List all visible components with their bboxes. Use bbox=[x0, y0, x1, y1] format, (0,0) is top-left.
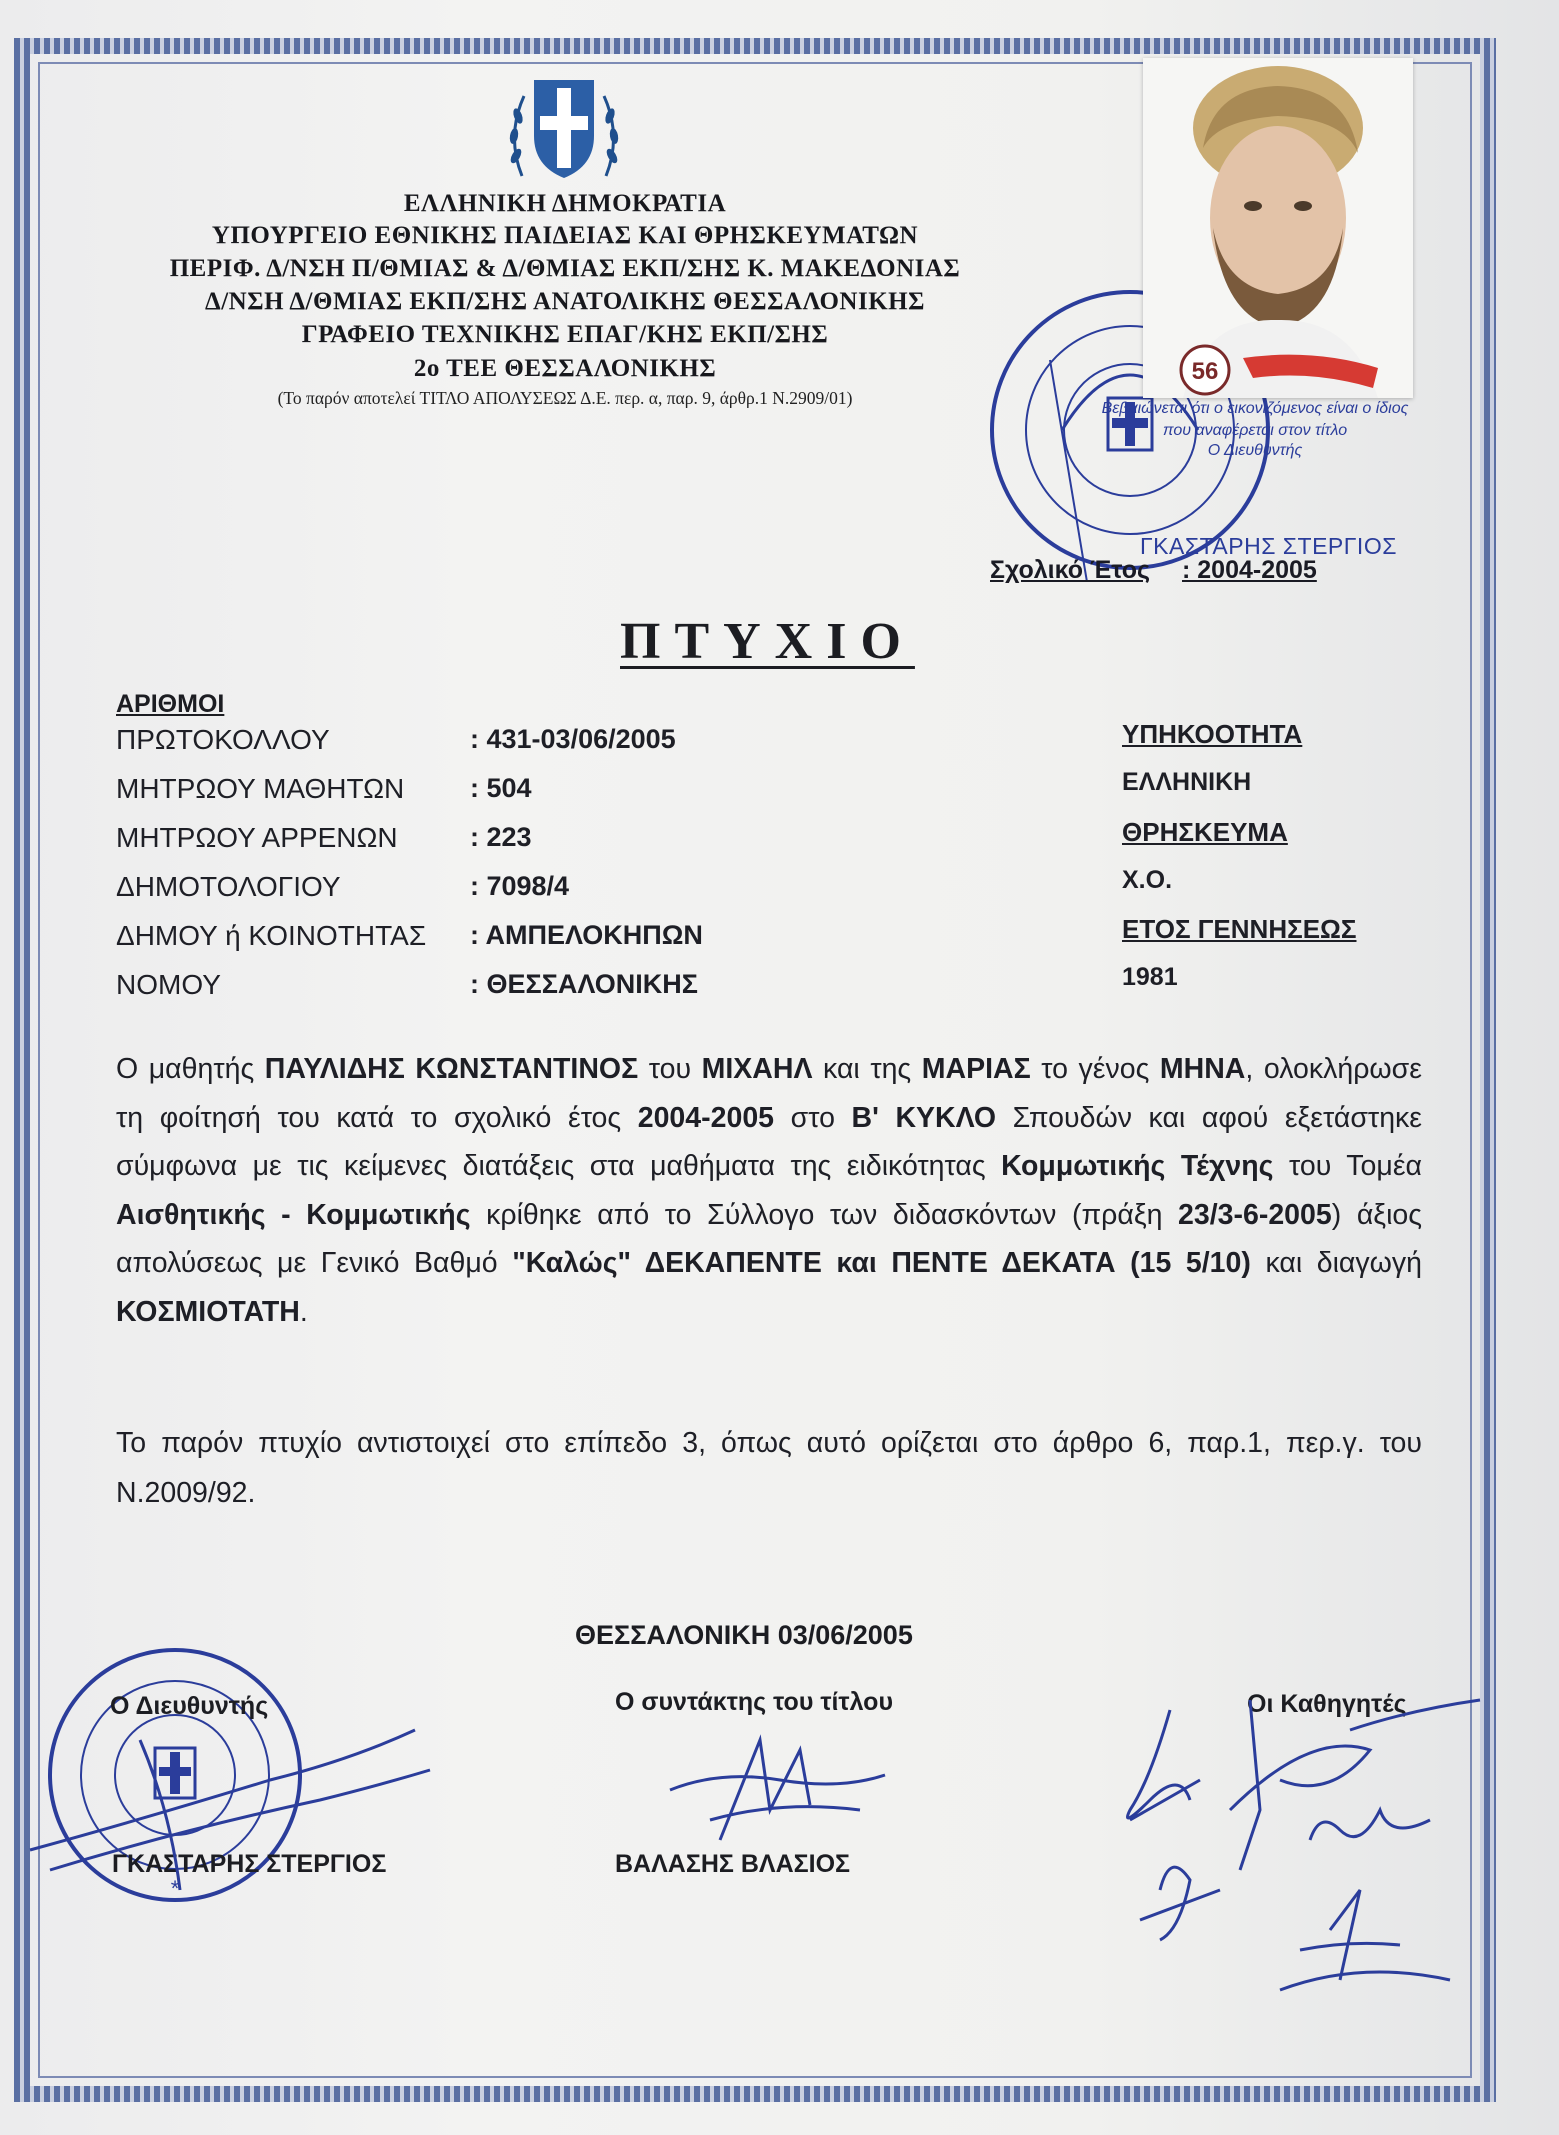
number-label-prefecture: ΝΟΜΟΥ bbox=[116, 969, 221, 1000]
citizenship-label: ΥΠΗΚΟΟΤΗΤΑ bbox=[1122, 719, 1303, 749]
body-text: Σπουδών και αφού εξετάστηκε σύμφωνα με τις κείμενες διατάξεις στα μαθήματα της ειδικότητας bbox=[116, 1101, 1422, 1182]
study-cycle: Β' ΚΥΚΛΟ bbox=[851, 1101, 997, 1134]
header-line-3: ΠΕΡΙΦ. Δ/ΝΣΗ Π/ΘΜΙΑΣ & Δ/ΘΜΙΑΣ ΕΚΠ/ΣΗΣ Κ. ΜΑΚΕΔΟΝΙΑΣ bbox=[169, 255, 961, 282]
document-title: ΠΤΥΧΙΟ bbox=[620, 613, 915, 670]
grade: "Καλώς" ΔΕΚΑΠΕΝΤΕ και ΠΕΝΤΕ ΔΕΚΑΤΑ (15 5/10) bbox=[512, 1247, 1251, 1279]
place-date: ΘΕΣΣΑΛΟΝΙΚΗ 03/06/2005 bbox=[575, 1620, 913, 1650]
number-value-municipality: : ΑΜΠΕΛΟΚΗΠΩΝ bbox=[470, 920, 703, 950]
number-value-prefecture: : ΘΕΣΣΑΛΟΝΙΚΗΣ bbox=[470, 969, 698, 999]
header-line-2: ΥΠΟΥΡΓΕΙΟ ΕΘΝΙΚΗΣ ΠΑΙΔΕΙΑΣ ΚΑΙ ΘΡΗΣΚΕΥΜΑΤΩΝ bbox=[211, 222, 919, 249]
body-text: , ολοκλήρωσε τη φοίτησή του κατά το σχολικό έτος bbox=[116, 1053, 1422, 1134]
body-text: κρίθηκε από το Σύλλογο των διδασκόντων (πράξη bbox=[470, 1198, 1179, 1231]
level-paragraph: Το παρόν πτυχίο αντιστοιχεί στο επίπεδο 3, όπως αυτό ορίζεται στο άρθρο 6, παρ.1, περ.γ. του Ν.2009/92. bbox=[116, 1427, 1422, 1509]
school-year-value: : 2004-2005 bbox=[1182, 556, 1317, 584]
header-line-1: ΕΛΛΗΝΙΚΗ ΔΗΜΟΚΡΑΤΙΑ bbox=[403, 190, 727, 217]
body-text: . bbox=[299, 1295, 308, 1328]
body-text: του bbox=[638, 1053, 702, 1085]
body-text: το γένος bbox=[1030, 1053, 1160, 1085]
maiden-name: ΜΗΝΑ bbox=[1159, 1053, 1246, 1085]
teachers-signatures bbox=[1110, 1690, 1490, 2040]
greek-emblem-icon bbox=[502, 66, 626, 192]
numbers-heading: ΑΡΙΘΜΟΙ bbox=[116, 690, 225, 718]
body-text: Ο μαθητής bbox=[116, 1053, 265, 1085]
specialty: Κομμωτικής Τέχνης bbox=[1001, 1150, 1274, 1182]
director-name: ΓΚΑΣΤΑΡΗΣ ΣΤΕΡΓΙΟΣ bbox=[112, 1850, 387, 1878]
number-label-municipality: ΔΗΜΟΥ ή ΚΟΙΝΟΤΗΤΑΣ bbox=[116, 920, 427, 951]
act-number: 23/3-6-2005 bbox=[1178, 1198, 1332, 1231]
header-line-6: 2ο ΤΕΕ ΘΕΣΣΑΛΟΝΙΚΗΣ bbox=[413, 355, 717, 382]
number-label-municipal-registry: ΔΗΜΟΤΟΛΟΓΙΟΥ bbox=[116, 871, 341, 902]
photo-certification-role: Ο Διευθυντής bbox=[1207, 442, 1303, 459]
body-text: και διαγωγή bbox=[1250, 1247, 1423, 1279]
header-note: (Το παρόν αποτελεί ΤΙΤΛΟ ΑΠΟΛΥΣΕΩΣ Δ.Ε. περ. α, παρ. 9, άρθρ.1 Ν.2909/01) bbox=[277, 388, 853, 408]
photo-certification-text: Βεβαιώνεται ότι ο εικονιζόμενος είναι ο ίδιος που αναφέρεται στον τίτλο bbox=[1101, 400, 1409, 439]
mother-name: ΜΑΡΙΑΣ bbox=[921, 1053, 1031, 1085]
father-name: ΜΙΧΑΗΛ bbox=[701, 1053, 813, 1085]
author-role: Ο συντάκτης του τίτλου bbox=[615, 1688, 894, 1716]
number-value-students-registry: : 504 bbox=[470, 773, 532, 803]
body-text: ) άξιος απολύσεως με Γενικό Βαθμό bbox=[116, 1198, 1422, 1279]
header-line-5: ΓΡΑΦΕΙΟ ΤΕΧΝΙΚΗΣ ΕΠΑΓ/ΚΗΣ ΕΚΠ/ΣΗΣ bbox=[301, 321, 829, 348]
study-year: 2004-2005 bbox=[637, 1101, 775, 1134]
number-value-protocol: : 431-03/06/2005 bbox=[470, 724, 676, 754]
school-year-label: Σχολικό Έτος bbox=[990, 556, 1150, 584]
student-photo bbox=[1143, 58, 1413, 398]
author-signature bbox=[660, 1720, 900, 1860]
school-year bbox=[990, 556, 1317, 585]
director-role: Ο Διευθυντής bbox=[110, 1692, 269, 1720]
religion-label: ΘΡΗΣΚΕΥΜΑ bbox=[1122, 817, 1288, 847]
body-text: στο bbox=[774, 1101, 852, 1134]
director-signature bbox=[20, 1700, 440, 1900]
body-text: του Τομέα bbox=[1273, 1150, 1423, 1182]
svg-text:*: * bbox=[170, 1876, 180, 1901]
number-value-male-registry: : 223 bbox=[470, 822, 532, 852]
stamp-director-name: ΓΚΑΣΤΑΡΗΣ ΣΤΕΡΓΙΟΣ bbox=[1140, 533, 1397, 559]
author-name: ΒΑΛΑΣΗΣ ΒΛΑΣΙΟΣ bbox=[615, 1850, 851, 1878]
birth-year-label: ΕΤΟΣ ΓΕΝΝΗΣΕΩΣ bbox=[1122, 914, 1357, 944]
number-label-students-registry: ΜΗΤΡΩΟΥ ΜΑΘΗΤΩΝ bbox=[116, 773, 405, 804]
sector: Αισθητικής - Κομμωτικής bbox=[116, 1198, 471, 1231]
number-label-male-registry: ΜΗΤΡΩΟΥ ΑΡΡΕΝΩΝ bbox=[116, 822, 398, 853]
birth-year-value: 1981 bbox=[1122, 963, 1178, 991]
number-label-protocol: ΠΡΩΤΟΚΟΛΛΟΥ bbox=[116, 724, 330, 755]
certificate-body bbox=[116, 1045, 1422, 1336]
photo-certification bbox=[1095, 398, 1415, 462]
student-name: ΠΑΥΛΙΔΗΣ ΚΩΝΣΤΑΝΤΙΝΟΣ bbox=[264, 1053, 639, 1085]
citizenship-value: ΕΛΛΗΝΙΚΗ bbox=[1122, 768, 1252, 796]
teachers-role: Οι Καθηγητές bbox=[1247, 1690, 1407, 1718]
body-text: και της bbox=[812, 1053, 922, 1085]
conduct: ΚΟΣΜΙΟΤΑΤΗ bbox=[116, 1295, 300, 1328]
header-line-4: Δ/ΝΣΗ Δ/ΘΜΙΑΣ ΕΚΠ/ΣΗΣ ΑΝΑΤΟΛΙΚΗΣ ΘΕΣΣΑΛΟΝΙΚΗΣ bbox=[205, 288, 925, 315]
religion-value: Χ.Ο. bbox=[1122, 866, 1173, 894]
photo-badge: 56 bbox=[1191, 358, 1219, 385]
number-value-municipal-registry: : 7098/4 bbox=[470, 871, 570, 901]
